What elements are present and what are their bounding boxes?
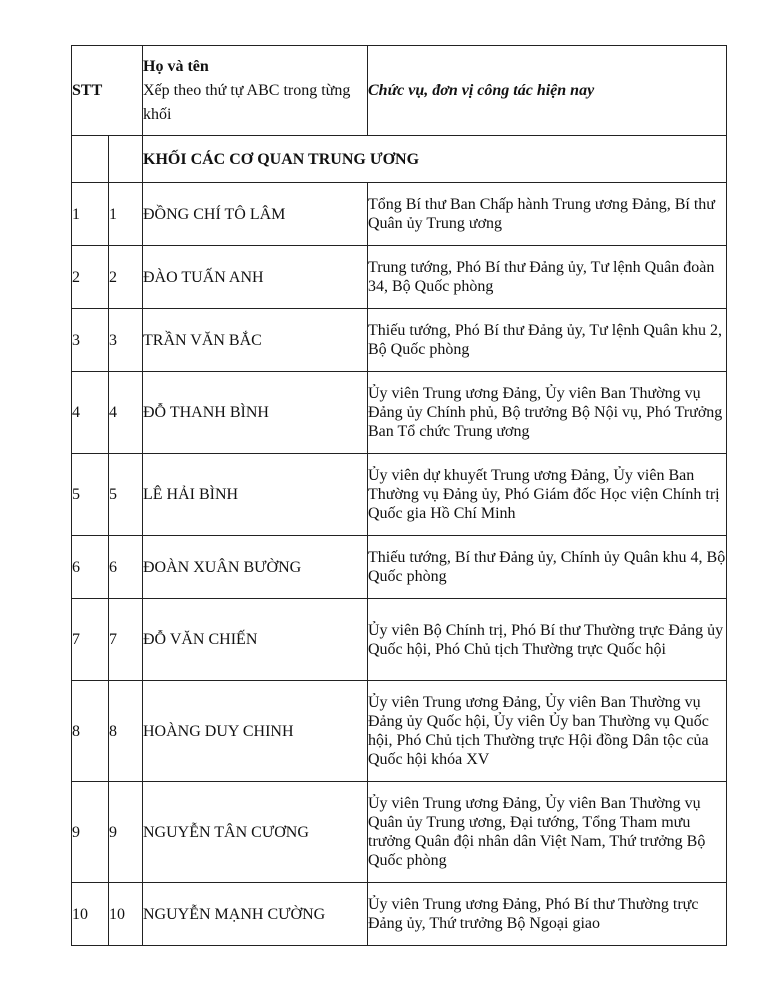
row-stt-block: 10 — [109, 883, 143, 946]
row-position: Ủy viên dự khuyết Trung ương Đảng, Ủy viên Ban Thường vụ Đảng ủy, Phó Giám đốc Học viện Chính trị Quốc gia Hồ Chí Minh — [368, 454, 727, 536]
section-blank-cell — [109, 136, 143, 183]
header-stt: STT — [72, 46, 143, 136]
header-name-title: Họ và tên — [143, 57, 209, 75]
row-name: TRẦN VĂN BẮC — [143, 309, 368, 372]
row-stt-block: 7 — [109, 599, 143, 681]
table-row — [72, 309, 727, 372]
row-position: Ủy viên Trung ương Đảng, Ủy viên Ban Thường vụ Đảng ủy Quốc hội, Ủy viên Ủy ban Thường vụ Quốc hội, Phó Chủ tịch Thường trực Hội đồng Dân tộc của Quốc hội khóa XV — [368, 681, 727, 782]
row-stt-block: 9 — [109, 782, 143, 883]
row-stt: 2 — [72, 246, 109, 309]
header-name-subtitle: Xếp theo thứ tự ABC trong từng khối — [143, 81, 351, 123]
table-row — [72, 883, 727, 946]
table-row — [72, 246, 727, 309]
row-stt: 5 — [72, 454, 109, 536]
row-name: ĐỖ VĂN CHIẾN — [143, 599, 368, 681]
row-name: ĐỒNG CHÍ TÔ LÂM — [143, 183, 368, 246]
row-stt-block: 8 — [109, 681, 143, 782]
row-name: NGUYỄN TÂN CƯƠNG — [143, 782, 368, 883]
row-stt-block: 6 — [109, 536, 143, 599]
table-row — [72, 599, 727, 681]
row-stt: 8 — [72, 681, 109, 782]
row-position: Ủy viên Trung ương Đảng, Ủy viên Ban Thường vụ Đảng ủy Chính phủ, Bộ trưởng Bộ Nội vụ, Phó Trưởng Ban Tổ chức Trung ương — [368, 372, 727, 454]
row-position: Ủy viên Bộ Chính trị, Phó Bí thư Thường trực Đảng ủy Quốc hội, Phó Chủ tịch Thường trực Quốc hội — [368, 599, 727, 681]
roster-table — [71, 45, 727, 946]
row-name: LÊ HẢI BÌNH — [143, 454, 368, 536]
row-stt-block: 1 — [109, 183, 143, 246]
row-stt: 3 — [72, 309, 109, 372]
row-name: ĐÀO TUẤN ANH — [143, 246, 368, 309]
row-name: ĐỖ THANH BÌNH — [143, 372, 368, 454]
table-row — [72, 681, 727, 782]
row-stt: 6 — [72, 536, 109, 599]
row-position: Tổng Bí thư Ban Chấp hành Trung ương Đảng, Bí thư Quân ủy Trung ương — [368, 183, 727, 246]
row-stt: 7 — [72, 599, 109, 681]
row-stt-block: 2 — [109, 246, 143, 309]
table-row — [72, 454, 727, 536]
table-row — [72, 782, 727, 883]
section-title: KHỐI CÁC CƠ QUAN TRUNG ƯƠNG — [143, 136, 727, 183]
row-stt-block: 3 — [109, 309, 143, 372]
row-position: Thiếu tướng, Phó Bí thư Đảng ủy, Tư lệnh Quân khu 2, Bộ Quốc phòng — [368, 309, 727, 372]
section-blank-cell — [72, 136, 109, 183]
row-stt-block: 4 — [109, 372, 143, 454]
row-position: Ủy viên Trung ương Đảng, Ủy viên Ban Thường vụ Quân ủy Trung ương, Đại tướng, Tổng Tham mưu trưởng Quân đội nhân dân Việt Nam, Thứ trưởng Bộ Quốc phòng — [368, 782, 727, 883]
header-name — [143, 46, 368, 136]
row-name: HOÀNG DUY CHINH — [143, 681, 368, 782]
section-row — [72, 136, 727, 183]
table-row — [72, 183, 727, 246]
table-row — [72, 536, 727, 599]
row-stt: 9 — [72, 782, 109, 883]
row-position: Ủy viên Trung ương Đảng, Phó Bí thư Thường trực Đảng ủy, Thứ trưởng Bộ Ngoại giao — [368, 883, 727, 946]
row-name: ĐOÀN XUÂN BƯỜNG — [143, 536, 368, 599]
header-position: Chức vụ, đơn vị công tác hiện nay — [368, 46, 727, 136]
row-stt: 10 — [72, 883, 109, 946]
header-row — [72, 46, 727, 136]
row-position: Thiếu tướng, Bí thư Đảng ủy, Chính ủy Quân khu 4, Bộ Quốc phòng — [368, 536, 727, 599]
row-name: NGUYỄN MẠNH CƯỜNG — [143, 883, 368, 946]
row-stt: 4 — [72, 372, 109, 454]
row-stt-block: 5 — [109, 454, 143, 536]
row-stt: 1 — [72, 183, 109, 246]
row-position: Trung tướng, Phó Bí thư Đảng ủy, Tư lệnh Quân đoàn 34, Bộ Quốc phòng — [368, 246, 727, 309]
table-row — [72, 372, 727, 454]
